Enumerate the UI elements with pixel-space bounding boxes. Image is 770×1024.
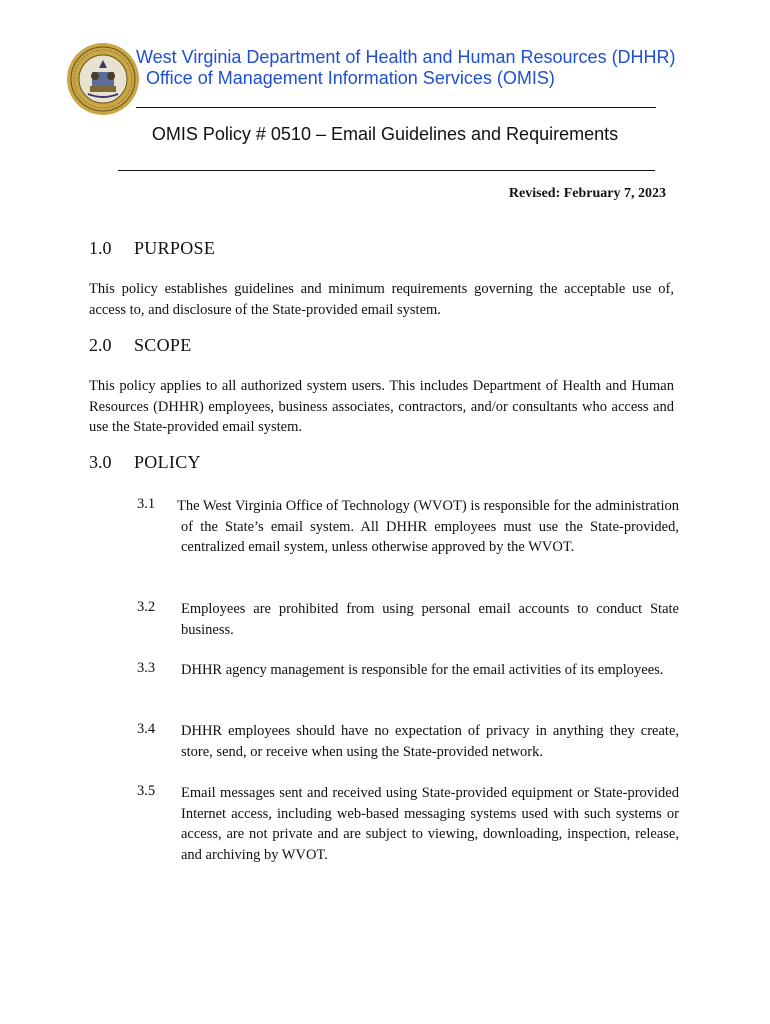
policy-item-text: The West Virginia Office of Technology (WVOT) is responsible for the administration of the State’s email system. All DHHR employees must use the State-provided, centralized email system, unless otherwise approved by the WVOT.: [177, 498, 679, 555]
section-heading-scope: SCOPE: [134, 335, 192, 355]
scope-paragraph: This policy applies to all authorized system users. This includes Department of Health and Human Resources (DHHR) employees, business associates, contractors, and/or consultants who access and use the State-provided email system.: [89, 378, 674, 435]
section-number: 1.0: [89, 238, 112, 258]
policy-item-number: 3.5: [137, 783, 156, 799]
policy-item-text: DHHR agency management is responsible for the email activities of its employees.: [181, 662, 664, 678]
section-number: 3.0: [89, 452, 112, 472]
section-heading-policy: POLICY: [134, 452, 201, 472]
state-seal-logo: [66, 42, 140, 116]
policy-item-number: 3.2: [137, 599, 156, 615]
policy-item-text: Email messages sent and received using State-provided equipment or State-provided Internet access, including web-based messaging systems used with such systems or access, are not private and are subject to viewing, downloading, inspection, release, and archiving by WVOT.: [181, 785, 679, 863]
policy-item-text: Employees are prohibited from using personal email accounts to conduct State business.: [181, 601, 679, 638]
policy-item-text: DHHR employees should have no expectation of privacy in anything they create, store, send, or receive when using the State-provided network.: [181, 723, 679, 760]
policy-item-number: 3.4: [137, 721, 156, 737]
header-department: West Virginia Department of Health and Human Resources (DHHR): [136, 47, 676, 67]
policy-item-number: 3.3: [137, 660, 156, 676]
header-office: Office of Management Information Services (OMIS): [146, 68, 555, 88]
header-divider-bottom: [118, 170, 655, 171]
purpose-paragraph: This policy establishes guidelines and minimum requirements governing the acceptable use of, access to, and disclosure of the State-provided email system.: [89, 281, 674, 318]
policy-title: OMIS Policy # 0510 – Email Guidelines and Requirements: [151, 124, 619, 144]
header-divider-top: [136, 107, 656, 108]
policy-item-number: 3.1: [137, 496, 156, 512]
revised-date: Revised: February 7, 2023: [508, 186, 666, 201]
section-heading-purpose: PURPOSE: [134, 238, 216, 258]
section-number: 2.0: [89, 335, 112, 355]
